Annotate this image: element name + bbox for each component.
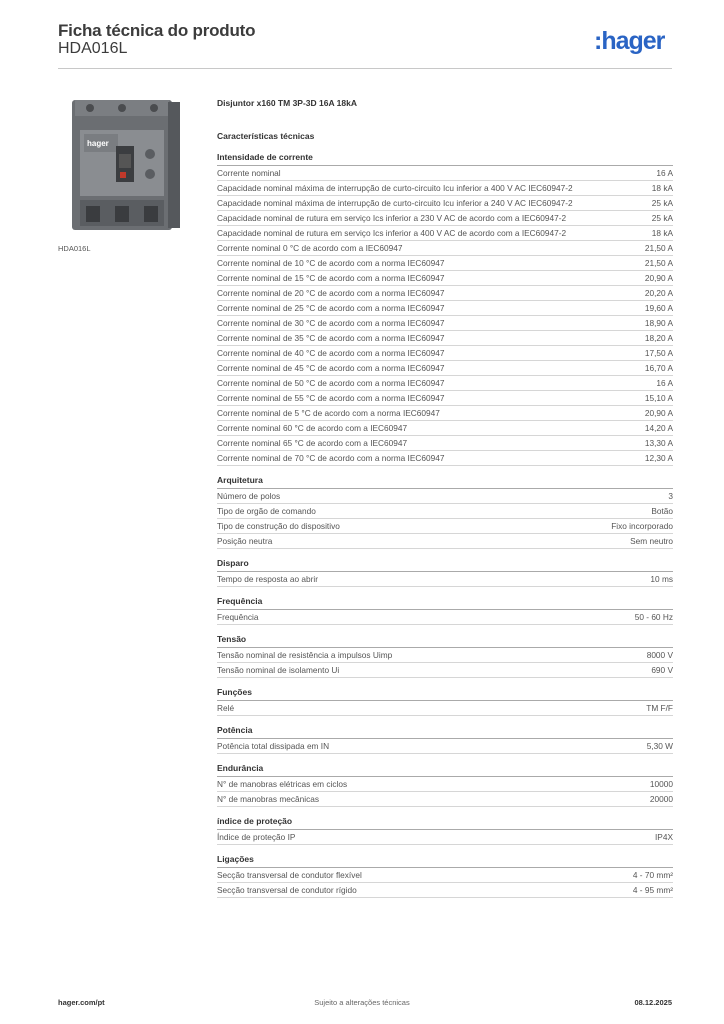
image-caption: HDA016L (58, 244, 91, 253)
spec-value: IP4X (655, 832, 673, 842)
footer-date: 08.12.2025 (634, 998, 672, 1007)
hager-logo-text: :hager (594, 27, 665, 55)
spec-value: 20000 (649, 794, 673, 804)
section-title: índice de proteção (217, 815, 673, 830)
hager-logo (594, 26, 676, 56)
spec-label: Relé (217, 703, 235, 713)
product-image (58, 96, 204, 236)
spec-label: Secção transversal de condutor flexível (217, 870, 362, 880)
spec-value: 18,20 A (644, 333, 673, 343)
spec-label: Corrente nominal 65 °C de acordo com a IEC60947 (217, 438, 408, 448)
section-title: Funções (217, 686, 673, 701)
spec-value: 3 (668, 491, 673, 501)
spec-label: Corrente nominal 0 °C de acordo com a IEC60947 (217, 243, 403, 253)
section-title: Frequência (217, 595, 673, 610)
spec-row (217, 648, 673, 663)
spec-row (217, 196, 673, 211)
spec-value: 20,90 A (644, 273, 673, 283)
spec-label: N° de manobras elétricas em ciclos (217, 779, 348, 789)
section-title: Disparo (217, 557, 673, 572)
spec-row (217, 391, 673, 406)
section-title: Endurância (217, 762, 673, 777)
spec-row (217, 572, 673, 587)
spec-label: Tipo de orgão de comando (217, 506, 316, 516)
spec-row (217, 610, 673, 625)
spec-label: Potência total dissipada em IN (217, 741, 330, 751)
tech-characteristics-title: Características técnicas (217, 131, 315, 141)
spec-row (217, 256, 673, 271)
spec-row (217, 519, 673, 534)
spec-label: Corrente nominal de 50 °C de acordo com a norma IEC60947 (217, 378, 445, 388)
spec-row (217, 792, 673, 807)
spec-row (217, 226, 673, 241)
spec-label: Corrente nominal de 55 °C de acordo com a norma IEC60947 (217, 393, 445, 403)
spec-label: Tensão nominal de resistência a impulsos Uimp (217, 650, 393, 660)
spec-value: 21,50 A (644, 243, 673, 253)
spec-value: 18 kA (651, 228, 673, 238)
spec-label: Frequência (217, 612, 259, 622)
spec-label: Corrente nominal de 40 °C de acordo com a norma IEC60947 (217, 348, 445, 358)
spec-label: Capacidade nominal máxima de interrupção de curto-circuito Icu inferior a 240 V AC IEC60947-2 (217, 198, 573, 208)
spec-row (217, 181, 673, 196)
spec-section (217, 557, 673, 587)
spec-value: 16 A (656, 168, 673, 178)
spec-label: N° de manobras mecânicas (217, 794, 320, 804)
spec-value: 20,90 A (644, 408, 673, 418)
spec-value: 17,50 A (644, 348, 673, 358)
spec-value: 13,30 A (644, 438, 673, 448)
spec-row (217, 451, 673, 466)
spec-label: Corrente nominal de 30 °C de acordo com a norma IEC60947 (217, 318, 445, 328)
spec-value: 16 A (656, 378, 673, 388)
spec-row (217, 286, 673, 301)
spec-label: Corrente nominal de 25 °C de acordo com a norma IEC60947 (217, 303, 445, 313)
section-title: Tensão (217, 633, 673, 648)
spec-sections (217, 151, 673, 898)
spec-row (217, 739, 673, 754)
spec-value: 690 V (651, 665, 673, 675)
spec-value: 18 kA (651, 183, 673, 193)
section-title: Ligações (217, 853, 673, 868)
spec-row (217, 301, 673, 316)
spec-label: Corrente nominal de 15 °C de acordo com a norma IEC60947 (217, 273, 445, 283)
spec-row (217, 406, 673, 421)
spec-row (217, 868, 673, 883)
spec-value: 25 kA (651, 213, 673, 223)
spec-row (217, 883, 673, 898)
spec-label: Corrente nominal de 45 °C de acordo com a norma IEC60947 (217, 363, 445, 373)
spec-row (217, 271, 673, 286)
spec-label: Capacidade nominal máxima de interrupção de curto-circuito Icu inferior a 400 V AC IEC60947-2 (217, 183, 573, 193)
device-brand-text: hager (87, 139, 109, 148)
spec-label: Secção transversal de condutor rígido (217, 885, 357, 895)
spec-label: Posição neutra (217, 536, 273, 546)
spec-row (217, 346, 673, 361)
spec-value: 19,60 A (644, 303, 673, 313)
spec-label: Número de polos (217, 491, 281, 501)
spec-value: TM F/F (646, 703, 673, 713)
spec-value: 25 kA (651, 198, 673, 208)
spec-section (217, 633, 673, 678)
spec-label: Corrente nominal de 35 °C de acordo com a norma IEC60947 (217, 333, 445, 343)
spec-section (217, 474, 673, 549)
spec-label: Corrente nominal (217, 168, 281, 178)
spec-value: 12,30 A (644, 453, 673, 463)
spec-row (217, 436, 673, 451)
spec-row (217, 701, 673, 716)
section-title: Intensidade de corrente (217, 151, 673, 166)
spec-label: Tensão nominal de isolamento Ui (217, 665, 340, 675)
spec-value: 5,30 W (646, 741, 673, 751)
spec-value: 4 - 70 mm² (632, 870, 673, 880)
spec-value: 14,20 A (644, 423, 673, 433)
spec-label: Índice de proteção IP (217, 832, 296, 842)
spec-value: 50 - 60 Hz (634, 612, 673, 622)
spec-row (217, 166, 673, 181)
spec-label: Corrente nominal 60 °C de acordo com a IEC60947 (217, 423, 408, 433)
spec-row (217, 489, 673, 504)
page-title: Ficha técnica do produto (58, 21, 256, 40)
spec-value: Fixo incorporado (611, 521, 673, 531)
spec-label: Tipo de construção do dispositivo (217, 521, 340, 531)
spec-label: Corrente nominal de 20 °C de acordo com a norma IEC60947 (217, 288, 445, 298)
spec-label: Corrente nominal de 5 °C de acordo com a norma IEC60947 (217, 408, 440, 418)
spec-row (217, 211, 673, 226)
spec-section (217, 151, 673, 466)
spec-label: Capacidade nominal de rutura em serviço Ics inferior a 400 V AC de acordo com a IEC60947-2 (217, 228, 567, 238)
spec-row (217, 331, 673, 346)
spec-value: 20,20 A (644, 288, 673, 298)
spec-section (217, 595, 673, 625)
spec-value: 10 ms (650, 574, 673, 584)
spec-row (217, 376, 673, 391)
spec-value: Sem neutro (630, 536, 673, 546)
spec-value: 15,10 A (644, 393, 673, 403)
spec-label: Capacidade nominal de rutura em serviço Ics inferior a 230 V AC de acordo com a IEC60947-2 (217, 213, 567, 223)
footer-website: hager.com/pt (58, 998, 105, 1007)
spec-row (217, 421, 673, 436)
product-reference: HDA016L (58, 40, 128, 57)
spec-section (217, 815, 673, 845)
spec-value: 21,50 A (644, 258, 673, 268)
spec-label: Corrente nominal de 70 °C de acordo com a norma IEC60947 (217, 453, 445, 463)
spec-row (217, 361, 673, 376)
spec-value: 4 - 95 mm² (632, 885, 673, 895)
spec-row (217, 534, 673, 549)
spec-row (217, 316, 673, 331)
spec-section (217, 853, 673, 898)
spec-section (217, 724, 673, 754)
spec-label: Corrente nominal de 10 °C de acordo com a norma IEC60947 (217, 258, 445, 268)
spec-section (217, 762, 673, 807)
section-title: Potência (217, 724, 673, 739)
spec-row (217, 830, 673, 845)
spec-row (217, 777, 673, 792)
header-divider (58, 68, 672, 69)
spec-row (217, 241, 673, 256)
spec-section (217, 686, 673, 716)
spec-value: 18,90 A (644, 318, 673, 328)
spec-row (217, 663, 673, 678)
section-title: Arquitetura (217, 474, 673, 489)
spec-value: 16,70 A (644, 363, 673, 373)
spec-value: 8000 V (646, 650, 673, 660)
footer-disclaimer: Sujeito a alterações técnicas (314, 998, 410, 1007)
spec-value: Botão (651, 506, 673, 516)
spec-value: 10000 (649, 779, 673, 789)
spec-row (217, 504, 673, 519)
spec-label: Tempo de resposta ao abrir (217, 574, 319, 584)
spec-content (217, 92, 673, 898)
product-name: Disjuntor x160 TM 3P-3D 16A 18kA (217, 98, 357, 108)
